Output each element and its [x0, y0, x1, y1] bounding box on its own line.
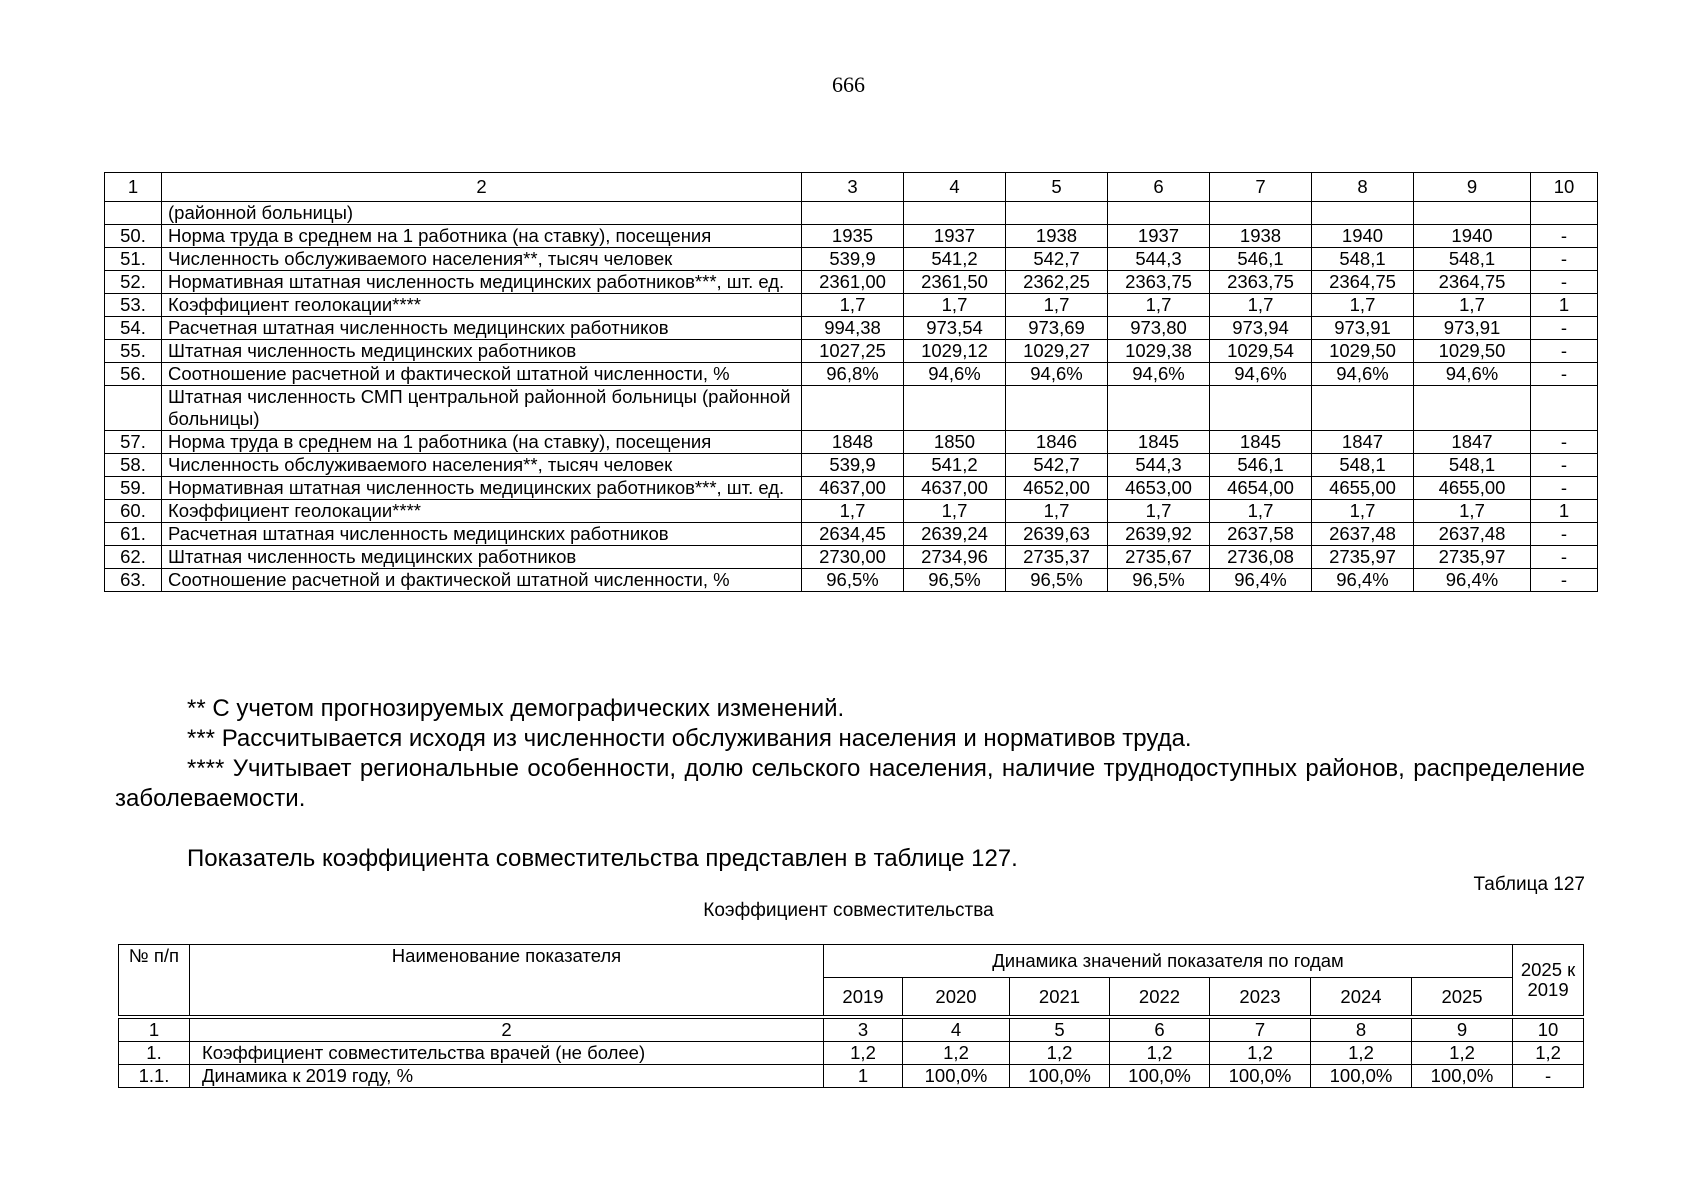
year-value: 2362,25 [1006, 271, 1108, 294]
row-number: 58. [105, 454, 162, 477]
index-cell: 7 [1210, 1019, 1311, 1042]
year-value: 2361,50 [904, 271, 1006, 294]
year-value: 1850 [904, 431, 1006, 454]
year-value: 1,7 [1006, 294, 1108, 317]
header-cell: 1 [105, 173, 162, 202]
year-header: 2022 [1110, 978, 1210, 1016]
header-cell: 6 [1108, 173, 1210, 202]
year-value: 4637,00 [904, 477, 1006, 500]
year-value: 539,9 [802, 454, 904, 477]
year-value [1414, 202, 1531, 225]
year-value: 1,7 [1414, 294, 1531, 317]
year-value: 94,6% [1108, 363, 1210, 386]
year-value: 541,2 [904, 248, 1006, 271]
year-value: 1938 [1210, 225, 1312, 248]
year-value: 2361,00 [802, 271, 904, 294]
table-row [105, 202, 1598, 225]
year-value: 973,54 [904, 317, 1006, 340]
row-number: 62. [105, 546, 162, 569]
row-number [105, 386, 162, 431]
row-indicator-name: Численность обслуживаемого населения**, тысяч человек [162, 248, 802, 271]
table-row [105, 454, 1598, 477]
row-indicator-name: Соотношение расчетной и фактической штатной численности, % [162, 569, 802, 592]
year-value: 96,5% [904, 569, 1006, 592]
year-value: 1,7 [802, 294, 904, 317]
table-row [105, 546, 1598, 569]
row-indicator-name: Соотношение расчетной и фактической штатной численности, % [162, 363, 802, 386]
year-value: 2637,48 [1414, 523, 1531, 546]
year-value: 548,1 [1414, 454, 1531, 477]
year-value: 994,38 [802, 317, 904, 340]
row-indicator-name: Коэффициент совместительства врачей (не более) [190, 1042, 824, 1065]
year-value: 96,8% [802, 363, 904, 386]
year-value: 1,7 [1312, 294, 1414, 317]
col-dynamics-header: Динамика значений показателя по годам [824, 945, 1513, 978]
year-value: 2736,08 [1210, 546, 1312, 569]
year-value: 2735,67 [1108, 546, 1210, 569]
target-value: - [1531, 340, 1598, 363]
table-row [105, 431, 1598, 454]
year-value: 1029,50 [1312, 340, 1414, 363]
year-value: 1937 [1108, 225, 1210, 248]
table-row [105, 294, 1598, 317]
row-number: 1.1. [119, 1065, 190, 1088]
year-value: 96,5% [1006, 569, 1108, 592]
table-row [105, 477, 1598, 500]
target-value: - [1531, 546, 1598, 569]
header-cell: 3 [802, 173, 904, 202]
year-value: 1029,38 [1108, 340, 1210, 363]
index-cell: 1 [119, 1019, 190, 1042]
row-indicator-name: Расчетная штатная численность медицинских работников [162, 523, 802, 546]
year-value: 2364,75 [1312, 271, 1414, 294]
year-value: 1,2 [1210, 1042, 1311, 1065]
year-value: 973,69 [1006, 317, 1108, 340]
table-row [105, 248, 1598, 271]
row-number: 63. [105, 569, 162, 592]
year-header: 2020 [903, 978, 1010, 1016]
footnote-2: *** Рассчитывается исходя из численности обслуживания населения и нормативов труда. [187, 725, 1192, 752]
year-value: 2734,96 [904, 546, 1006, 569]
year-value [1210, 386, 1312, 431]
year-header: 2021 [1010, 978, 1110, 1016]
index-cell: 9 [1412, 1019, 1513, 1042]
year-value: 1,7 [1108, 500, 1210, 523]
year-value: 96,4% [1210, 569, 1312, 592]
year-value: 973,91 [1414, 317, 1531, 340]
col-name-header: Наименование показателя [190, 945, 824, 1016]
year-value: 2363,75 [1108, 271, 1210, 294]
year-value: 1940 [1312, 225, 1414, 248]
row-number: 55. [105, 340, 162, 363]
year-value: 2363,75 [1210, 271, 1312, 294]
table-row [105, 340, 1598, 363]
year-value: 4652,00 [1006, 477, 1108, 500]
header-cell: 7 [1210, 173, 1312, 202]
year-value: 544,3 [1108, 454, 1210, 477]
year-value: 1,2 [903, 1042, 1010, 1065]
year-value [1006, 386, 1108, 431]
row-indicator-name: Динамика к 2019 году, % [190, 1065, 824, 1088]
year-value [1312, 386, 1414, 431]
table-header-row [105, 173, 1598, 202]
table-row [105, 523, 1598, 546]
year-value: 546,1 [1210, 248, 1312, 271]
index-cell: 3 [824, 1019, 903, 1042]
index-cell: 4 [903, 1019, 1010, 1042]
year-value: 2634,45 [802, 523, 904, 546]
part-time-coefficient-table [118, 944, 1584, 1088]
year-value: 94,6% [1312, 363, 1414, 386]
index-cell: 10 [1513, 1019, 1584, 1042]
year-value: 94,6% [1210, 363, 1312, 386]
year-value: 1029,12 [904, 340, 1006, 363]
footnote-3: **** Учитывает региональные особенности, долю сельского населения, наличие труднодоступных районов, распределение заболеваемости. [115, 755, 1585, 812]
target-value: 1,2 [1513, 1042, 1584, 1065]
year-value [1210, 202, 1312, 225]
year-value: 539,9 [802, 248, 904, 271]
staffing-table [104, 172, 1598, 592]
footnotes [115, 694, 1585, 814]
year-value: 1940 [1414, 225, 1531, 248]
year-value: 100,0% [1210, 1065, 1311, 1088]
year-value: 100,0% [1412, 1065, 1513, 1088]
target-value: - [1531, 477, 1598, 500]
year-value: 1847 [1312, 431, 1414, 454]
table-label: Таблица 127 [1473, 874, 1585, 895]
row-number: 1. [119, 1042, 190, 1065]
row-indicator-name: Нормативная штатная численность медицинских работников***, шт. ед. [162, 477, 802, 500]
year-value: 100,0% [1311, 1065, 1412, 1088]
table-reference-paragraph: Показатель коэффициента совместительства представлен в таблице 127. [187, 845, 1018, 872]
year-value: 2735,37 [1006, 546, 1108, 569]
year-value: 100,0% [1010, 1065, 1110, 1088]
year-value: 2735,97 [1414, 546, 1531, 569]
index-cell: 8 [1311, 1019, 1412, 1042]
table-row [119, 1042, 1584, 1065]
row-indicator-name: Численность обслуживаемого населения**, тысяч человек [162, 454, 802, 477]
year-value: 96,5% [1108, 569, 1210, 592]
year-value: 94,6% [1414, 363, 1531, 386]
year-value: 1029,27 [1006, 340, 1108, 363]
header-cell: 9 [1414, 173, 1531, 202]
col-total-header: 2025 к 2019 [1513, 945, 1584, 1016]
year-value [1312, 202, 1414, 225]
year-value: 1,2 [1110, 1042, 1210, 1065]
year-value [1108, 386, 1210, 431]
year-value: 96,5% [802, 569, 904, 592]
table-row [105, 363, 1598, 386]
year-value: 1938 [1006, 225, 1108, 248]
year-value: 541,2 [904, 454, 1006, 477]
row-number: 56. [105, 363, 162, 386]
year-value: 1,2 [1412, 1042, 1513, 1065]
year-value [802, 202, 904, 225]
year-value: 94,6% [1006, 363, 1108, 386]
year-value [1108, 202, 1210, 225]
table-row [105, 225, 1598, 248]
row-number: 52. [105, 271, 162, 294]
year-value: 1845 [1108, 431, 1210, 454]
year-value: 546,1 [1210, 454, 1312, 477]
year-value: 1027,25 [802, 340, 904, 363]
target-value: - [1531, 431, 1598, 454]
year-value: 548,1 [1312, 248, 1414, 271]
year-value [1006, 202, 1108, 225]
year-value: 1935 [802, 225, 904, 248]
year-value: 4637,00 [802, 477, 904, 500]
row-number: 54. [105, 317, 162, 340]
year-value: 1847 [1414, 431, 1531, 454]
row-indicator-name: Нормативная штатная численность медицинских работников***, шт. ед. [162, 271, 802, 294]
table-row [105, 569, 1598, 592]
year-value: 1,2 [1311, 1042, 1412, 1065]
row-number [105, 202, 162, 225]
target-value [1531, 202, 1598, 225]
year-value: 96,4% [1312, 569, 1414, 592]
year-header: 2024 [1311, 978, 1412, 1016]
table-row [105, 317, 1598, 340]
year-value: 1,7 [802, 500, 904, 523]
target-value: - [1531, 523, 1598, 546]
year-value: 2364,75 [1414, 271, 1531, 294]
year-value: 1,7 [904, 294, 1006, 317]
year-value: 1,7 [1312, 500, 1414, 523]
row-number: 60. [105, 500, 162, 523]
year-value: 1029,50 [1414, 340, 1531, 363]
year-value [1414, 386, 1531, 431]
row-indicator-name: Норма труда в среднем на 1 работника (на ставку), посещения [162, 431, 802, 454]
year-value: 1029,54 [1210, 340, 1312, 363]
year-value: 542,7 [1006, 248, 1108, 271]
index-cell: 6 [1110, 1019, 1210, 1042]
year-value: 4655,00 [1414, 477, 1531, 500]
year-value: 1937 [904, 225, 1006, 248]
row-indicator-name: Норма труда в среднем на 1 работника (на ставку), посещения [162, 225, 802, 248]
year-value: 1,7 [1210, 294, 1312, 317]
year-value: 2639,63 [1006, 523, 1108, 546]
row-number: 51. [105, 248, 162, 271]
year-value: 1,7 [1414, 500, 1531, 523]
year-value: 544,3 [1108, 248, 1210, 271]
year-header: 2019 [824, 978, 903, 1016]
row-number: 57. [105, 431, 162, 454]
target-value [1531, 386, 1598, 431]
row-indicator-name: Коэффициент геолокации**** [162, 294, 802, 317]
year-value [802, 386, 904, 431]
year-value: 548,1 [1414, 248, 1531, 271]
target-value: 1 [1531, 294, 1598, 317]
target-value: - [1531, 225, 1598, 248]
year-value [904, 386, 1006, 431]
row-number: 61. [105, 523, 162, 546]
year-value: 1846 [1006, 431, 1108, 454]
header-cell: 5 [1006, 173, 1108, 202]
year-value: 100,0% [903, 1065, 1010, 1088]
target-value: 1 [1531, 500, 1598, 523]
year-value: 4654,00 [1210, 477, 1312, 500]
row-number: 50. [105, 225, 162, 248]
year-value: 2637,58 [1210, 523, 1312, 546]
year-value: 1,7 [904, 500, 1006, 523]
row-indicator-name: Коэффициент геолокации**** [162, 500, 802, 523]
year-value: 2730,00 [802, 546, 904, 569]
row-number: 53. [105, 294, 162, 317]
year-value: 973,80 [1108, 317, 1210, 340]
year-value: 1845 [1210, 431, 1312, 454]
year-value: 96,4% [1414, 569, 1531, 592]
table-title: Коэффициент совместительства [703, 900, 994, 921]
target-value: - [1513, 1065, 1584, 1088]
header-cell: 4 [904, 173, 1006, 202]
year-value: 94,6% [904, 363, 1006, 386]
year-value: 973,94 [1210, 317, 1312, 340]
col-num-header: № п/п [119, 945, 190, 1016]
table-row [119, 1065, 1584, 1088]
year-value: 1,7 [1210, 500, 1312, 523]
year-value: 100,0% [1110, 1065, 1210, 1088]
row-indicator-name: Штатная численность СМП центральной районной больницы (районной больницы) [162, 386, 802, 431]
index-cell: 2 [190, 1019, 824, 1042]
year-value: 2637,48 [1312, 523, 1414, 546]
year-value: 2735,97 [1312, 546, 1414, 569]
year-value: 548,1 [1312, 454, 1414, 477]
year-value: 973,91 [1312, 317, 1414, 340]
header-cell: 2 [162, 173, 802, 202]
page-number: 666 [832, 72, 865, 97]
year-value: 4655,00 [1312, 477, 1414, 500]
table-row [105, 500, 1598, 523]
year-value: 2639,24 [904, 523, 1006, 546]
header-cell: 10 [1531, 173, 1598, 202]
row-indicator-name: (районной больницы) [162, 202, 802, 225]
index-cell: 5 [1010, 1019, 1110, 1042]
table-row [105, 271, 1598, 294]
row-indicator-name: Штатная численность медицинских работников [162, 546, 802, 569]
year-value: 4653,00 [1108, 477, 1210, 500]
target-value: - [1531, 569, 1598, 592]
row-indicator-name: Расчетная штатная численность медицинских работников [162, 317, 802, 340]
year-value: 542,7 [1006, 454, 1108, 477]
target-value: - [1531, 271, 1598, 294]
target-value: - [1531, 317, 1598, 340]
target-value: - [1531, 248, 1598, 271]
year-value: 2639,92 [1108, 523, 1210, 546]
year-value: 1848 [802, 431, 904, 454]
year-value: 1,7 [1108, 294, 1210, 317]
year-value: 1,2 [1010, 1042, 1110, 1065]
target-value: - [1531, 363, 1598, 386]
row-indicator-name: Штатная численность медицинских работников [162, 340, 802, 363]
year-value: 1,2 [824, 1042, 903, 1065]
target-value: - [1531, 454, 1598, 477]
header-cell: 8 [1312, 173, 1414, 202]
year-value [904, 202, 1006, 225]
table-row [105, 386, 1598, 431]
footnote-1: ** С учетом прогнозируемых демографических изменений. [187, 695, 845, 722]
year-header: 2023 [1210, 978, 1311, 1016]
year-value: 1,7 [1006, 500, 1108, 523]
year-value: 1 [824, 1065, 903, 1088]
year-header: 2025 [1412, 978, 1513, 1016]
row-number: 59. [105, 477, 162, 500]
